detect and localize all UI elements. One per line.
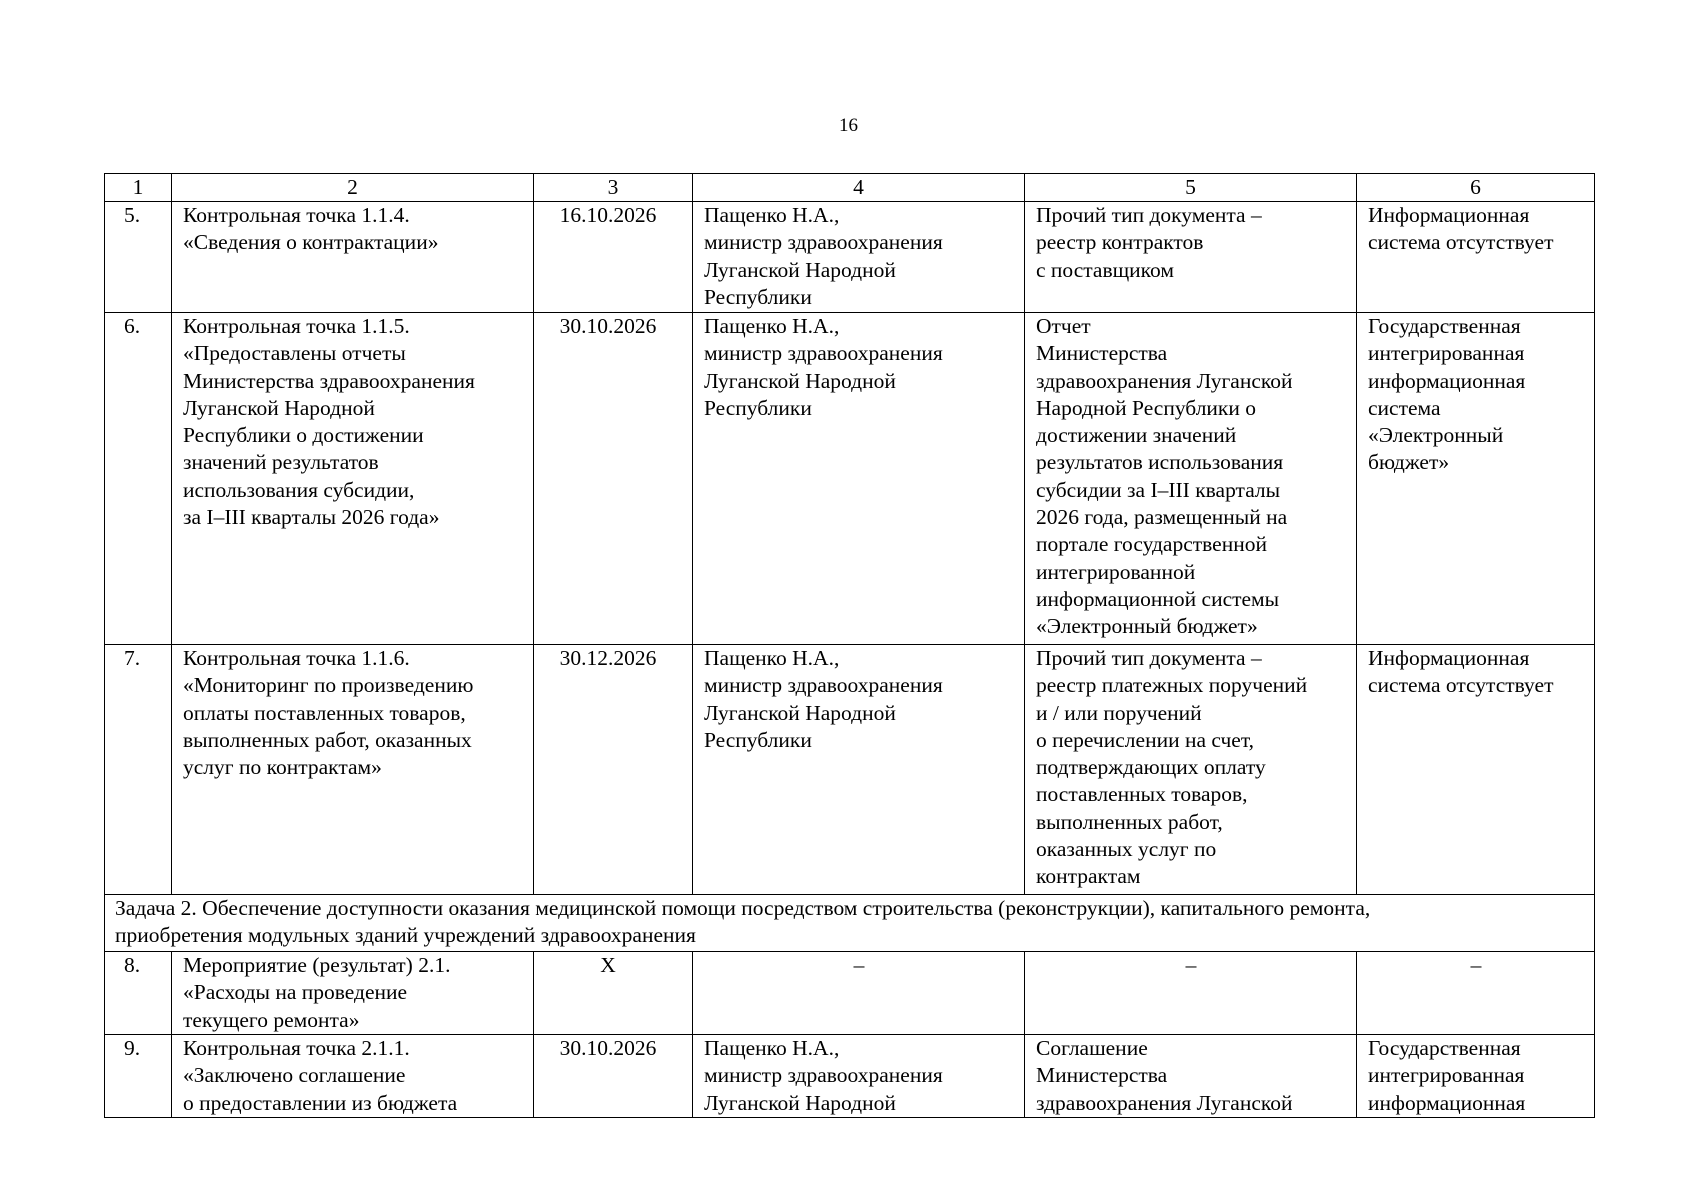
row-name: Контрольная точка 1.1.6. «Мониторинг по произведению оплаты поставленных товаров, выполненных работ, оказанных услуг по контрактам» [172,645,534,895]
control-points-table [104,173,1595,1118]
row-date: Х [534,952,693,1035]
table-row [105,313,1595,645]
row-responsible: Пащенко Н.А., министр здравоохранения Луганской Народной Республики [693,202,1025,313]
row-document: Соглашение Министерства здравоохранения Луганской [1025,1035,1357,1118]
task-heading: Задача 2. Обеспечение доступности оказания медицинской помощи посредством строительства (реконструкции), капитального ремонта, приобретения модульных зданий учреждений здравоохранения [105,895,1595,952]
row-name: Контрольная точка 2.1.1. «Заключено соглашение о предоставлении из бюджета [172,1035,534,1118]
row-system: Информационная система отсутствует [1357,645,1595,895]
row-responsible: Пащенко Н.А., министр здравоохранения Луганской Народной Республики [693,313,1025,645]
row-date: 30.12.2026 [534,645,693,895]
row-document: Отчет Министерства здравоохранения Луганской Народной Республики о достижении значений результатов использования субсидии за I–III кварталы 2026 года, размещенный на портале государственной интегрированной информационной системы «Электронный бюджет» [1025,313,1357,645]
row-document: Прочий тип документа – реестр платежных поручений и / или поручений о перечислении на счет, подтверждающих оплату поставленных товаров, выполненных работ, оказанных услуг по контрактам [1025,645,1357,895]
row-responsible: Пащенко Н.А., министр здравоохранения Луганской Народной Республики [693,645,1025,895]
header-col-3: 3 [534,174,693,202]
row-document: – [1025,952,1357,1035]
header-col-5: 5 [1025,174,1357,202]
table-row [105,202,1595,313]
row-name: Мероприятие (результат) 2.1. «Расходы на проведение текущего ремонта» [172,952,534,1035]
row-number: 6. [105,313,172,645]
page-number: 16 [839,115,858,136]
row-number: 9. [105,1035,172,1118]
header-col-2: 2 [172,174,534,202]
row-document: Прочий тип документа – реестр контрактов с поставщиком [1025,202,1357,313]
row-date: 30.10.2026 [534,1035,693,1118]
row-system: – [1357,952,1595,1035]
row-number: 8. [105,952,172,1035]
row-name: Контрольная точка 1.1.5. «Предоставлены отчеты Министерства здравоохранения Луганской Народной Республики о достижении значений результатов использования субсидии, за I–III кварталы 2026 года» [172,313,534,645]
table-row [105,1035,1595,1118]
row-number: 7. [105,645,172,895]
header-row [105,174,1595,202]
row-system: Государственная интегрированная информационная система «Электронный бюджет» [1357,313,1595,645]
header-col-1: 1 [105,174,172,202]
row-responsible: Пащенко Н.А., министр здравоохранения Луганской Народной [693,1035,1025,1118]
row-date: 16.10.2026 [534,202,693,313]
row-date: 30.10.2026 [534,313,693,645]
row-name: Контрольная точка 1.1.4. «Сведения о контрактации» [172,202,534,313]
row-responsible: – [693,952,1025,1035]
table-row [105,645,1595,895]
header-col-4: 4 [693,174,1025,202]
header-col-6: 6 [1357,174,1595,202]
row-number: 5. [105,202,172,313]
row-system: Государственная интегрированная информационная [1357,1035,1595,1118]
table-row [105,952,1595,1035]
task-row [105,895,1595,952]
row-system: Информационная система отсутствует [1357,202,1595,313]
